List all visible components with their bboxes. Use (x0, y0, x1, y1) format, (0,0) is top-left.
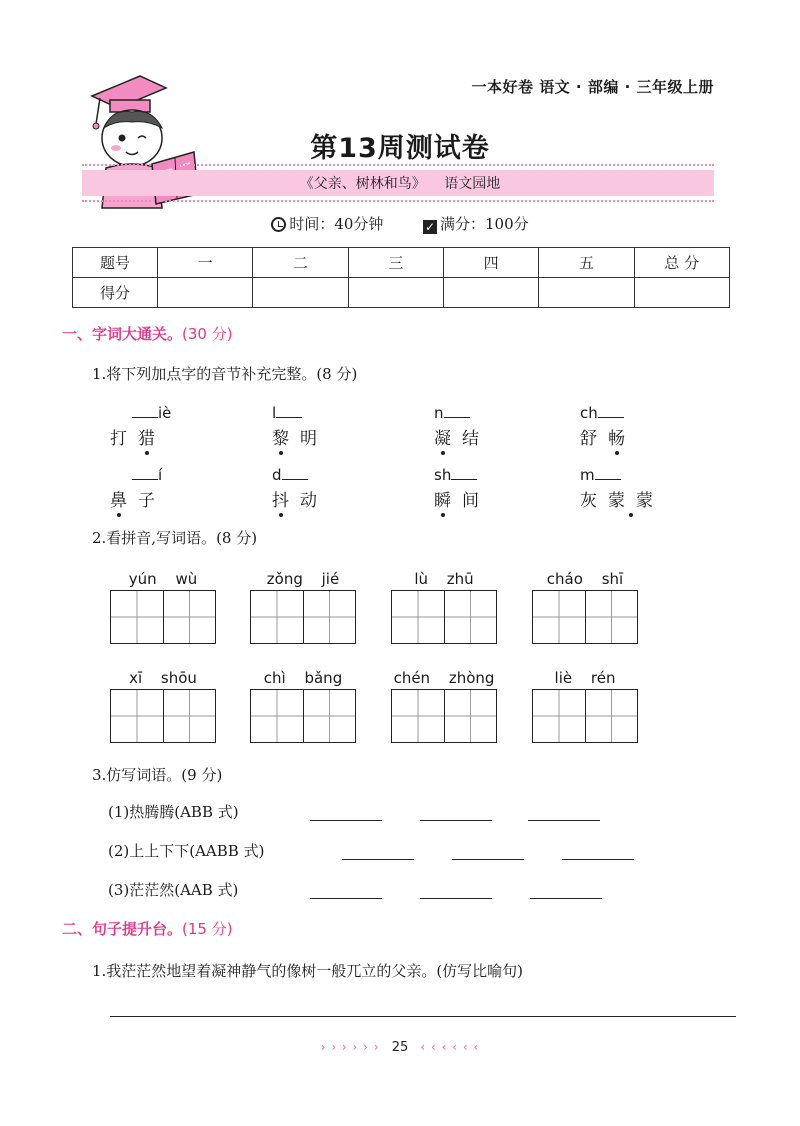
character: 抖 (272, 486, 300, 511)
character: 黎 (272, 424, 300, 449)
pinyin-initial: l (272, 404, 277, 422)
pinyin-label: yún wù (128, 570, 198, 588)
writing-square[interactable] (586, 690, 638, 742)
section-1-title: 一、字词大通关。 (62, 325, 183, 343)
answer-blank[interactable] (528, 820, 600, 821)
character: 猎 (138, 424, 166, 449)
page-footer (0, 1040, 800, 1055)
writing-square[interactable] (164, 591, 216, 643)
writing-square[interactable] (111, 591, 164, 643)
pinyin-label: chì bǎng (263, 669, 343, 687)
writing-grid[interactable] (110, 590, 216, 644)
pinyin-word (250, 568, 356, 644)
answer-blank[interactable] (310, 820, 382, 821)
word-characters (110, 486, 210, 511)
pinyin-blank[interactable] (282, 464, 308, 480)
word-characters (434, 486, 534, 511)
page-title: 第13周测试卷 (310, 133, 490, 164)
word-characters (580, 424, 680, 449)
pinyin-fill (272, 464, 372, 484)
table-cell: 题号 (73, 248, 158, 278)
character: 动 (300, 491, 328, 511)
pinyin-fill (110, 464, 210, 484)
pinyin-fill (434, 402, 534, 422)
word-characters (110, 424, 210, 449)
subtitle (0, 173, 800, 193)
pinyin-fill (580, 464, 680, 484)
answer-blank[interactable] (342, 859, 414, 860)
pinyin-word (532, 667, 638, 743)
character: 蒙蒙 (608, 486, 664, 511)
pinyin-final: iè (158, 404, 172, 422)
writing-square[interactable] (586, 591, 638, 643)
writing-square[interactable] (111, 690, 164, 742)
score-input-cell[interactable] (158, 278, 253, 308)
pinyin-label: lù zhū (414, 570, 474, 588)
section-2-title: 二、句子提升台。 (62, 920, 183, 938)
character: 凝 (434, 424, 462, 449)
writing-grid[interactable] (250, 689, 356, 743)
pinyin-word (532, 568, 638, 644)
pinyin-word (250, 667, 356, 743)
writing-square[interactable] (392, 591, 445, 643)
pinyin-blank[interactable] (595, 464, 621, 480)
pinyin-final: í (158, 466, 163, 484)
imitation-item-2: (2)上上下下(AABB 式) (108, 842, 265, 860)
character: 结 (462, 429, 490, 449)
pinyin-item (580, 402, 680, 449)
word-characters (272, 486, 372, 511)
answer-line[interactable] (110, 1016, 736, 1017)
pinyin-item (272, 464, 372, 511)
answer-blank[interactable] (310, 898, 382, 899)
pinyin-fill (434, 464, 534, 484)
character: 子 (138, 491, 166, 511)
score-input-cell[interactable] (443, 278, 538, 308)
character: 灰 (580, 491, 608, 511)
section-2-points: (15 分) (182, 920, 233, 938)
divider-top (82, 164, 714, 166)
pinyin-fill (580, 402, 680, 422)
pinyin-word (110, 568, 216, 644)
score-table-header-row (73, 248, 730, 278)
pinyin-initial: d (272, 466, 282, 484)
pinyin-blank[interactable] (451, 464, 477, 480)
writing-square[interactable] (251, 591, 304, 643)
score-input-cell[interactable] (348, 278, 443, 308)
writing-square[interactable] (304, 591, 356, 643)
pinyin-blank[interactable] (132, 402, 158, 418)
writing-square[interactable] (304, 690, 356, 742)
imitation-item-1: (1)热腾腾(ABB 式) (108, 803, 239, 821)
pinyin-label: cháo shī (546, 570, 624, 588)
check-icon: ✓ (424, 220, 436, 234)
score-table (72, 247, 730, 308)
question-3-prompt: 3.仿写词语。(9 分) (92, 766, 223, 784)
pinyin-word (110, 667, 216, 743)
answer-blank[interactable] (452, 859, 524, 860)
question-1-prompt: 1.将下列加点字的音节补充完整。(8 分) (92, 365, 358, 383)
writing-square[interactable] (533, 690, 586, 742)
table-cell: 二 (253, 248, 348, 278)
writing-grid[interactable] (250, 590, 356, 644)
word-characters (434, 424, 534, 449)
writing-grid[interactable] (391, 590, 497, 644)
writing-grid[interactable] (110, 689, 216, 743)
writing-grid[interactable] (391, 689, 497, 743)
pinyin-word (391, 568, 497, 644)
section-1-points: (30 分) (182, 325, 233, 343)
answer-blank[interactable] (530, 898, 602, 899)
time-label: 时间：40分钟 (289, 215, 384, 233)
pinyin-initial: n (434, 404, 444, 422)
writing-square[interactable] (445, 690, 497, 742)
imitation-item-3: (3)茫茫然(AAB 式) (108, 881, 239, 899)
pinyin-initial: m (580, 466, 595, 484)
answer-blank[interactable] (420, 898, 492, 899)
writing-square[interactable] (164, 690, 216, 742)
score-input-cell[interactable] (539, 278, 634, 308)
series-label: 一本好卷 语文 · 部编 · 三年级上册 (471, 78, 714, 96)
score-input-cell[interactable] (253, 278, 348, 308)
table-cell: 总 分 (634, 248, 729, 278)
pinyin-blank[interactable] (132, 464, 158, 480)
pinyin-initial: ch (580, 404, 598, 422)
answer-blank[interactable] (562, 859, 634, 860)
pinyin-item (272, 402, 372, 449)
writing-grid[interactable] (532, 689, 638, 743)
full-score-label: 满分：100分 (440, 215, 529, 233)
character: 畅 (608, 424, 636, 449)
arrows-right-icon: › › › › › › (320, 1040, 380, 1054)
page-number: 25 (391, 1040, 409, 1055)
pinyin-label: chén zhòng (393, 669, 495, 687)
divider-bottom (82, 200, 714, 202)
writing-grid[interactable] (532, 590, 638, 644)
pinyin-label: zǒng jié (266, 570, 340, 588)
character: 间 (462, 491, 490, 511)
writing-square[interactable] (445, 591, 497, 643)
pinyin-blank[interactable] (444, 402, 470, 418)
pinyin-fill (110, 402, 210, 422)
pinyin-item (110, 464, 210, 511)
clock-icon (271, 217, 286, 232)
writing-square[interactable] (392, 690, 445, 742)
pinyin-item (434, 464, 534, 511)
pinyin-initial: sh (434, 466, 452, 484)
pinyin-label: liè rén (554, 669, 616, 687)
section-2-heading (62, 918, 233, 939)
pinyin-word (391, 667, 497, 743)
table-cell: 三 (348, 248, 443, 278)
pinyin-blank[interactable] (276, 402, 302, 418)
table-cell: 得分 (73, 278, 158, 308)
pinyin-label: xī shōu (129, 669, 197, 687)
character: 鼻 (110, 486, 138, 511)
character: 瞬 (434, 486, 462, 511)
exam-meta (0, 213, 800, 234)
pinyin-fill (272, 402, 372, 422)
table-cell: 五 (539, 248, 634, 278)
character: 舒 (580, 429, 608, 449)
section-2-question-1-prompt: 1.我茫茫然地望着凝神静气的像树一般兀立的父亲。(仿写比喻句) (92, 962, 524, 980)
table-cell: 一 (158, 248, 253, 278)
pinyin-item (434, 402, 534, 449)
writing-square[interactable] (533, 591, 586, 643)
word-characters (580, 486, 680, 511)
table-cell: 四 (443, 248, 538, 278)
score-input-cell[interactable] (634, 278, 729, 308)
section-1-heading (62, 323, 233, 344)
lesson-title: 《父亲、树林和鸟》 (299, 176, 426, 192)
score-table-score-row (73, 278, 730, 308)
pinyin-blank[interactable] (598, 402, 624, 418)
character: 明 (300, 429, 328, 449)
pinyin-item (110, 402, 210, 449)
pinyin-item (580, 464, 680, 511)
answer-blank[interactable] (420, 820, 492, 821)
question-2-prompt: 2.看拼音,写词语。(8 分) (92, 529, 258, 547)
unit-title: 语文园地 (444, 176, 501, 192)
character: 打 (110, 429, 138, 449)
word-characters (272, 424, 372, 449)
arrows-left-icon: ‹ ‹ ‹ ‹ ‹ ‹ (420, 1040, 480, 1054)
writing-square[interactable] (251, 690, 304, 742)
